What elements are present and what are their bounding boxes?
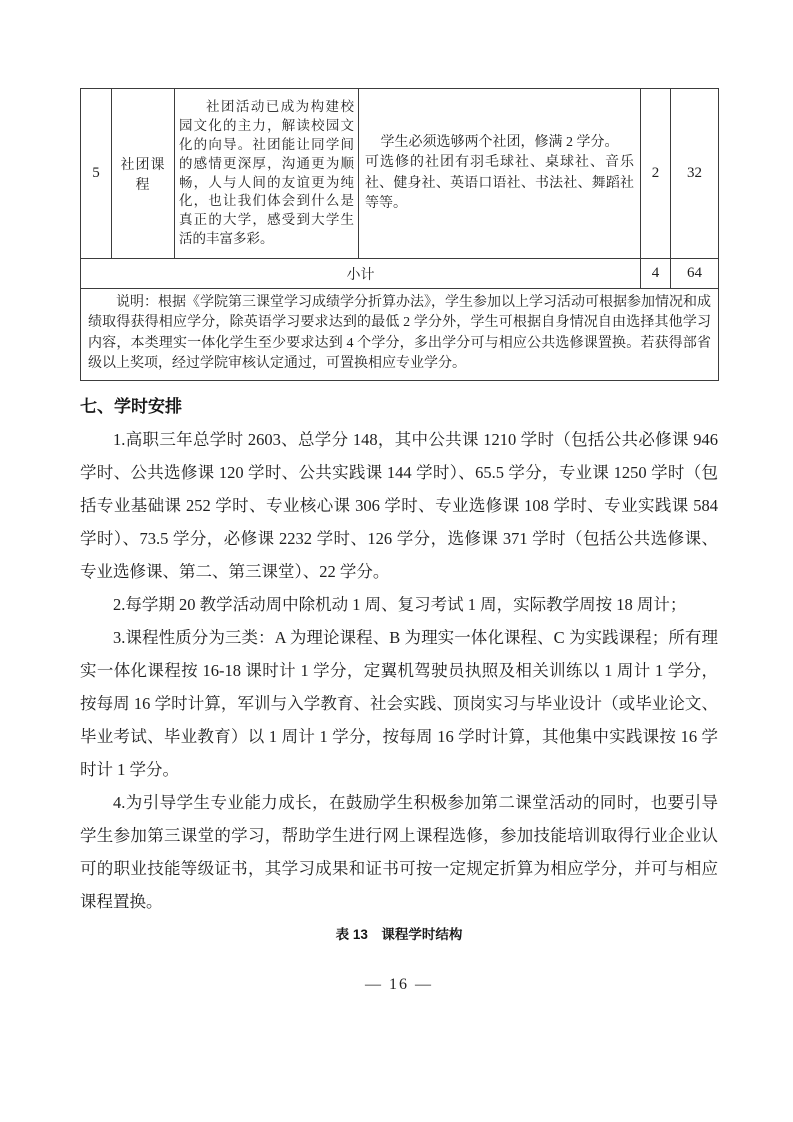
subtotal-hours-cell: 64 — [671, 259, 719, 289]
table-row-note — [81, 289, 719, 381]
course-description-cell — [175, 89, 359, 259]
section-heading: 七、学时安排 — [80, 396, 182, 416]
row-index-cell: 5 — [81, 89, 112, 259]
requirement-rule-text: 学生必须选够两个社团，修满 2 学分。 — [380, 134, 619, 150]
paragraph-1: 1.高职三年总学时 2603、总学分 148，其中公共课 1210 学时（包括公共必修课 946 学时、公共选修课 120 学时、公共实践课 144 学时）、65.5 学分，专业课 1250 学时（包括专业基础课 252 学时、专业核心课 306 学时、专业选修课 108 学时、专业实践课 584 学时）、73.5 学分，必修课 2232 学时、126 学分，选修课 371 学时（包括公共选修课、专业选修课、第二、第三课堂）、22 学分。 — [80, 429, 718, 581]
requirement-options-text: 可选修的社团有羽毛球社、桌球社、音乐社、健身社、英语口语社、书法社、舞蹈社等等。 — [365, 155, 634, 211]
paragraph-3: 3.课程性质分为三类：A 为理论课程、B 为理实一体化课程、C 为实践课程；所有理实一体化课程按 16-18 课时计 1 学分，定翼机驾驶员执照及相关训练以 1 周计 1 学分，按每周 16 学时计算，军训与入学教育、社会实践、顶岗实习与毕业设计（或毕业论文、毕业考试、毕业教育）以 1 周计 1 学分，按每周 16 学时计算，其他集中实践课按 16 学时计 1 学分。 — [80, 627, 718, 779]
course-description-text: 社团活动已成为构建校园文化的主力，解读校园文化的向导。社团能让同学间的感情更深厚，沟通更为顺畅，人与人间的友谊更为纯化，也让我们体会到什么是真正的大学，感受到大学生活的丰富多彩。 — [179, 99, 354, 246]
note-text: 说明：根据《学院第三课堂学习成绩学分折算办法》，学生参加以上学习活动可根据参加情况和成绩取得获得相应学分，除英语学习要求达到的最低 2 学分外，学生可根据自身情况自由选择其他学习内容，本类理实一体化学生至少要求达到 4 个学分，多出学分可与相应公共选修课置换。若获得部省级以上奖项，经过学院审核认定通过，可置换相应专业学分。 — [88, 295, 711, 372]
third-classroom-course-table — [80, 88, 719, 381]
table-row-club-course — [81, 89, 719, 259]
table-caption: 表 13 课程学时结构 — [335, 926, 463, 942]
course-requirement-cell — [359, 89, 641, 259]
subtotal-credits-cell: 4 — [641, 259, 671, 289]
course-name-cell: 社团课程 — [112, 89, 175, 259]
subtotal-label-cell: 小计 — [81, 259, 641, 289]
paragraph-4: 4.为引导学生专业能力成长，在鼓励学生积极参加第二课堂活动的同时，也要引导学生参加第三课堂的学习，帮助学生进行网上课程选修，参加技能培训取得行业企业认可的职业技能等级证书，其学习成果和证书可按一定规定折算为相应学分，并可与相应课程置换。 — [80, 792, 718, 911]
note-cell — [81, 289, 719, 381]
document-content — [80, 88, 718, 994]
paragraph-2: 2.每学期 20 教学活动周中除机动 1 周、复习考试 1 周，实际教学周按 18 周计； — [113, 594, 687, 614]
table-row-subtotal — [81, 259, 719, 289]
hours-cell: 32 — [671, 89, 719, 259]
credits-cell: 2 — [641, 89, 671, 259]
page-number: — 16 — — [365, 975, 433, 993]
